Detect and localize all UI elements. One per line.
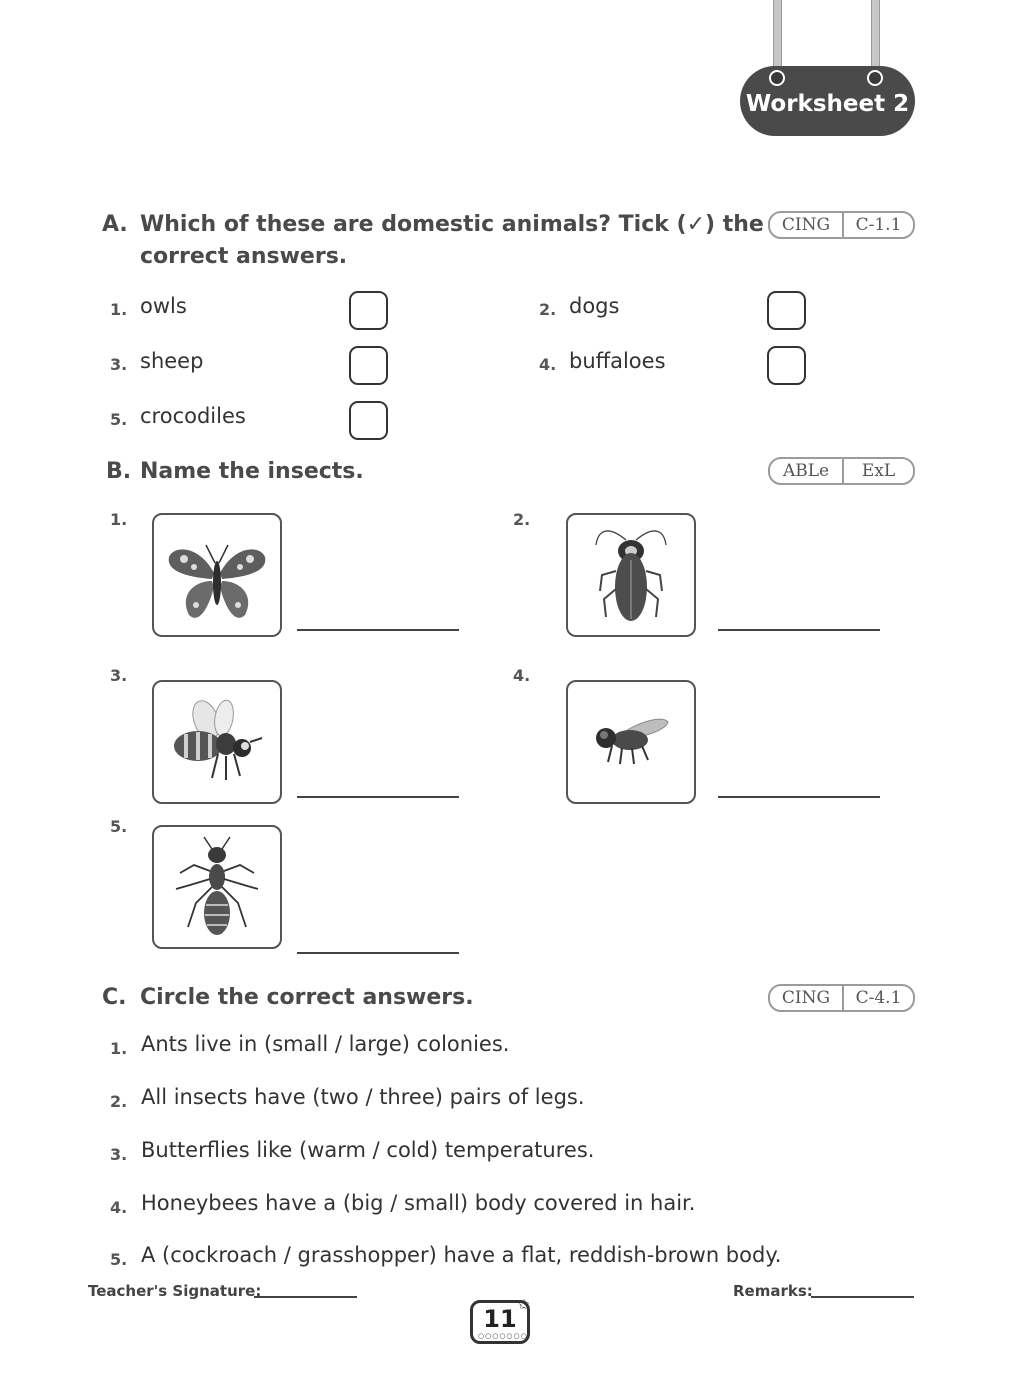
section-c-letter: C. [102,985,127,1010]
remarks-label: Remarks: [733,1282,813,1300]
statement[interactable]: A (cockroach / grasshopper) have a flat, reddish-brown body. [141,1243,782,1267]
answer-line[interactable] [718,796,880,798]
item-number: 2. [110,1092,128,1111]
teacher-signature-label: Teacher's Signature: [88,1282,262,1300]
tag-level: ExL [842,459,913,483]
option-crocodiles: crocodiles [140,404,246,428]
section-c-tag [768,984,915,1012]
item-number: 1. [110,1039,128,1058]
section-b-tag [768,457,915,485]
ant-icon [154,827,280,947]
option-owls: owls [140,294,187,318]
section-b-title: Name the insects. [140,459,364,484]
tag-level: C-4.1 [842,986,913,1010]
signature-line[interactable] [254,1296,357,1298]
tick-box-crocodiles[interactable] [349,401,388,440]
tick-box-buffaloes[interactable] [767,346,806,385]
hook-right [867,70,883,86]
answer-line[interactable] [718,629,880,631]
item-number: 5. [110,1250,128,1269]
item-number: 1. [110,510,128,529]
star-icon: ✩ [518,1297,530,1313]
item-number: 4. [539,355,557,374]
section-a-letter: A. [102,212,128,237]
item-number: 3. [110,666,128,685]
answer-line[interactable] [297,796,459,798]
statement[interactable]: Honeybees have a (big / small) body covered in hair. [141,1191,696,1215]
item-number: 3. [110,355,128,374]
tag-level: C-1.1 [842,213,913,237]
insect-frame [566,513,696,637]
option-buffaloes: buffaloes [569,349,666,373]
item-number: 2. [513,510,531,529]
tick-box-owls[interactable] [349,291,388,330]
cockroach-icon [568,515,694,635]
option-dogs: dogs [569,294,620,318]
butterfly-icon [154,515,280,635]
answer-line[interactable] [297,629,459,631]
tick-box-dogs[interactable] [767,291,806,330]
tick-box-sheep[interactable] [349,346,388,385]
remarks-line[interactable] [811,1296,914,1298]
honeybee-icon [154,682,280,802]
statement[interactable]: Butterflies like (warm / cold) temperatures. [141,1138,595,1162]
section-a-title-line2: correct answers. [140,244,348,269]
insect-frame [152,825,282,949]
option-sheep: sheep [140,349,204,373]
hook-left [769,70,785,86]
item-number: 2. [539,300,557,319]
insect-frame [566,680,696,804]
insect-frame [152,680,282,804]
item-number: 3. [110,1145,128,1164]
section-a-title-line1: Which of these are domestic animals? Tick (✓) the [140,212,764,237]
item-number: 5. [110,817,128,836]
item-number: 4. [513,666,531,685]
tag-code: CING [781,215,831,235]
tag-code: CING [781,988,831,1008]
section-a-tag [768,211,915,239]
housefly-icon [568,682,694,802]
page-number: 11 [470,1300,530,1344]
item-number: 1. [110,300,128,319]
item-number: 5. [110,410,128,429]
section-c-title: Circle the correct answers. [140,985,474,1010]
section-b-letter: B. [106,459,132,484]
tag-code: ABLe [782,461,830,481]
statement[interactable]: Ants live in (small / large) colonies. [141,1032,510,1056]
page-dots: ○○○○○○○ [478,1332,528,1340]
hanger-left [773,0,782,76]
answer-line[interactable] [297,952,459,954]
insect-frame [152,513,282,637]
item-number: 4. [110,1198,128,1217]
hanger-right [871,0,880,76]
worksheet-badge: Worksheet 2 [740,66,915,136]
statement[interactable]: All insects have (two / three) pairs of legs. [141,1085,585,1109]
